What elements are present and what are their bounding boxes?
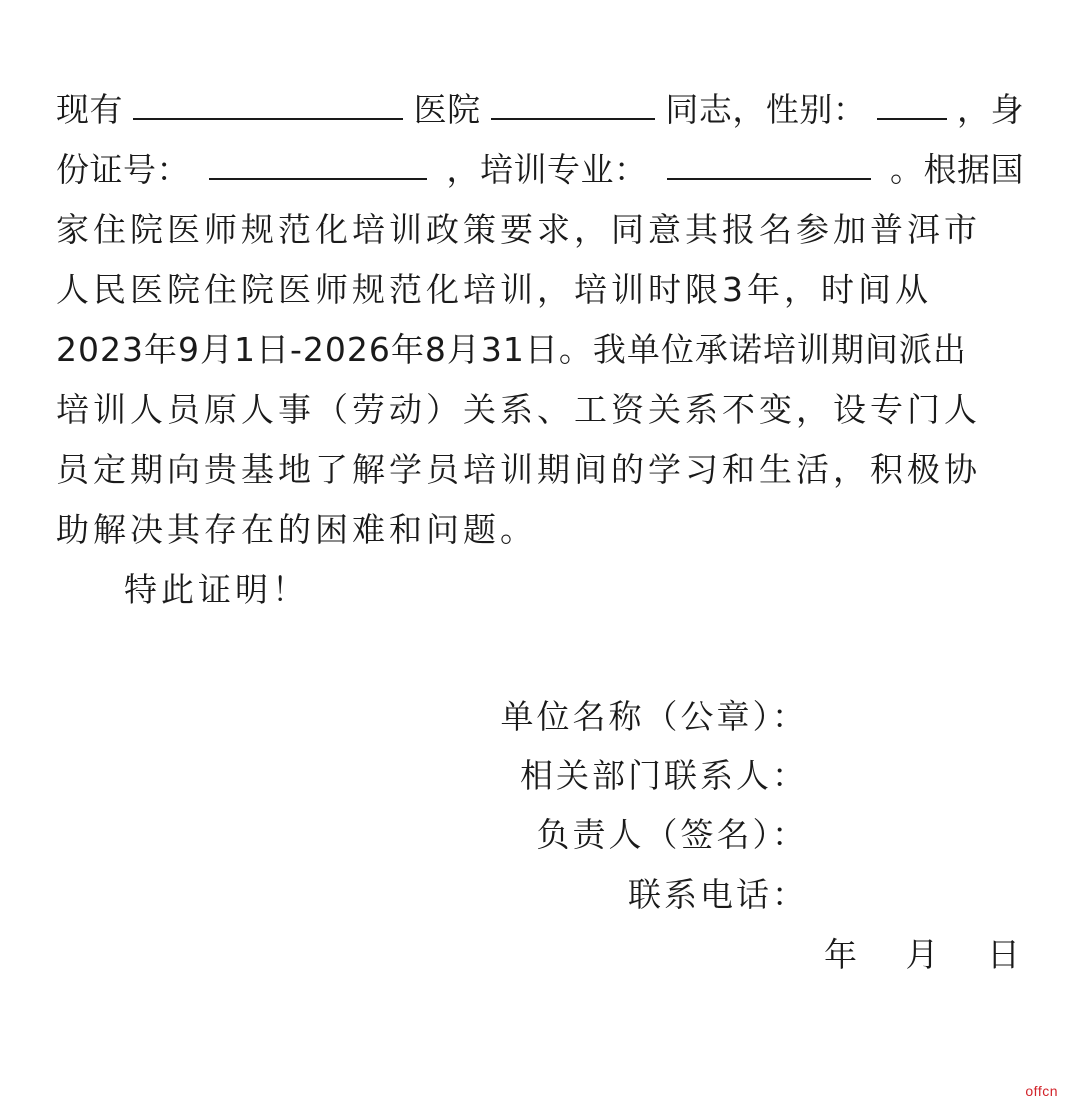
major-blank	[667, 150, 871, 180]
body-line-6: 培训人员原人事（劳动）关系、工资关系不变，设专门人	[56, 390, 981, 429]
line1-prefix: 现有	[56, 90, 123, 129]
gender-blank	[877, 90, 947, 120]
date-year: 年	[824, 935, 857, 974]
body-line-5: 2023年9月1日-2026年8月31日。我单位承诺培训期间派出	[56, 330, 967, 369]
contact-phone-label: 联系电话：	[628, 875, 808, 914]
date-day: 日	[987, 935, 1020, 974]
hospital-name-blank	[133, 90, 403, 120]
line1-comma: ，身	[956, 90, 1024, 129]
date-line	[824, 935, 1020, 975]
line2-end: 。根据国	[890, 150, 1024, 189]
closing-statement: 特此证明！	[124, 570, 309, 609]
body-line-1	[56, 90, 1024, 130]
body-line-3: 家住院医师规范化培训政策要求，同意其报名参加普洱市	[56, 210, 981, 249]
body-line-4: 人民医院住院医师规范化培训，培训时限3年，时间从	[56, 270, 932, 309]
body-line-7: 员定期向贵基地了解学员培训期间的学习和生活，积极协	[56, 450, 981, 489]
id-number-blank	[209, 150, 427, 180]
line1-comrade: 同志，性别：	[665, 90, 867, 129]
department-contact-label: 相关部门联系人：	[520, 756, 808, 795]
line2-major-label: ，培训专业：	[446, 150, 648, 189]
person-name-blank	[491, 90, 655, 120]
date-month: 月	[905, 935, 939, 974]
body-line-2	[56, 150, 1024, 190]
line1-hospital-suffix: 医院	[413, 90, 481, 129]
unit-name-seal-label: 单位名称（公章）：	[500, 697, 808, 736]
line2-id-label: 份证号：	[56, 150, 190, 189]
body-line-8: 助解决其存在的困难和问题。	[56, 510, 537, 549]
responsible-person-signature-label: 负责人（签名）：	[536, 815, 808, 854]
offcn-watermark: offcn	[1025, 1083, 1058, 1099]
